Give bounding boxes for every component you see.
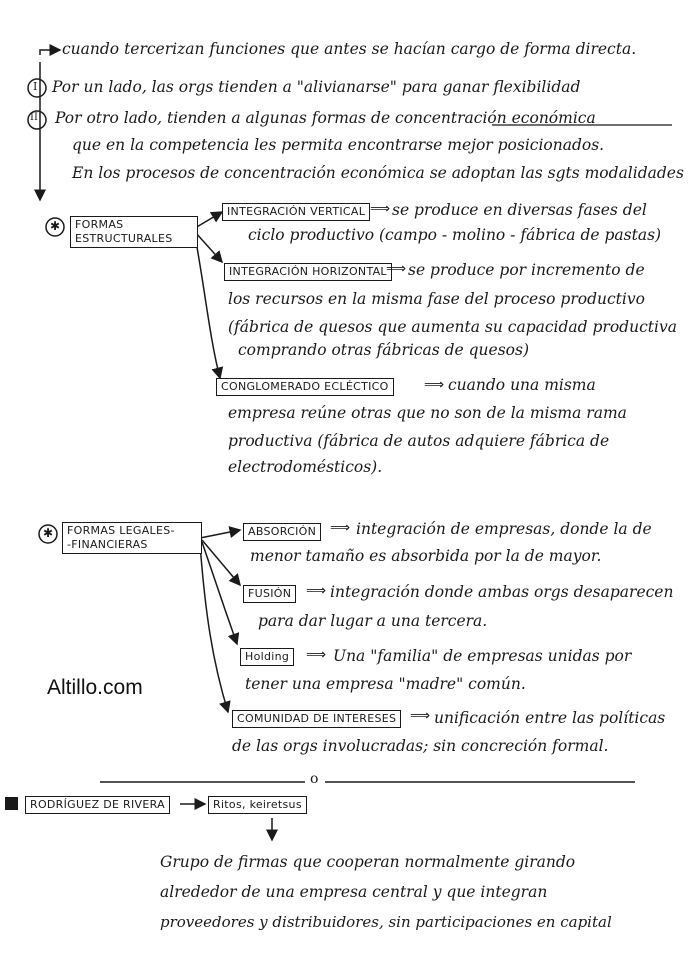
vertical-integration-label: INTEGRACIÓN VERTICAL — [222, 203, 370, 221]
rodriguez-box: RODRÍGUEZ DE RIVERA — [25, 796, 170, 814]
absorcion-line-2: menor tamaño es absorbida por la de mayor. — [250, 547, 602, 565]
horizontal-integration-label: INTEGRACIÓN HORIZONTAL — [224, 263, 392, 281]
fusion-label: FUSIÓN — [243, 585, 296, 603]
legal-marker: ✱ — [43, 526, 54, 540]
footer-line-3: proveedores y distribuidores, sin participaciones en capital — [160, 913, 612, 931]
horizontal-integration-line-4: comprando otras fábricas de quesos) — [238, 341, 529, 359]
vertical-integration-arrow: ⟹ — [370, 201, 391, 217]
footer-line-1: Grupo de firmas que cooperan normalmente girando — [160, 853, 576, 871]
legal-title-1: FORMAS LEGALES- — [67, 524, 175, 537]
holding-line-1: Una "familia" de empresas unidas por — [333, 647, 632, 665]
intro-line-3: Por otro lado, tienden a algunas formas de concentración económica — [55, 109, 596, 127]
legal-title-box — [62, 522, 202, 554]
structural-title-1: FORMAS — [75, 218, 124, 231]
comunidad-line-2: de las orgs involucradas; sin concreción formal. — [232, 737, 609, 755]
holding-line-2: tener una empresa "madre" común. — [245, 675, 526, 693]
branch-vertical — [195, 212, 222, 228]
conglomerado-line-4: electrodomésticos). — [228, 458, 383, 476]
absorcion-label: ABSORCIÓN — [243, 523, 321, 541]
legal-title-2: -FINANCIERAS — [67, 537, 148, 551]
marker-2: II — [30, 112, 38, 123]
branch-fusion — [202, 540, 240, 585]
comunidad-arrow: ⟹ — [410, 708, 431, 724]
absorcion-line-1: integración de empresas, donde la de — [356, 520, 652, 538]
intro-line-1: cuando tercerizan funciones que antes se hacían cargo de forma directa. — [62, 40, 637, 58]
holding-label: Holding — [240, 648, 294, 666]
branch-conglomerado — [195, 236, 220, 378]
intro-arrow — [40, 50, 60, 55]
marker-1: I — [33, 80, 38, 93]
comunidad-line-1: unificación entre las políticas — [434, 709, 666, 727]
conglomerado-line-1: cuando una misma — [448, 376, 596, 394]
vertical-integration-line-2: ciclo productivo (campo - molino - fábrica de pastas) — [248, 226, 662, 244]
square-bullet — [5, 797, 18, 810]
conglomerado-line-3: productiva (fábrica de autos adquiere fábrica de — [228, 432, 610, 450]
horizontal-integration-line-3: (fábrica de quesos que aumenta su capacidad productiva — [228, 318, 677, 336]
structural-marker: ✱ — [50, 219, 61, 233]
conglomerado-line-2: empresa reúne otras que no son de la misma rama — [228, 404, 627, 422]
intro-line-4: que en la competencia les permita encontrarse mejor posicionados. — [72, 136, 605, 154]
intro-line-2: Por un lado, las orgs tienden a "alivianarse" para ganar flexibilidad — [52, 78, 581, 96]
vertical-integration-line-1: se produce en diversas fases del — [392, 201, 647, 219]
structural-title-2: ESTRUCTURALES — [75, 231, 173, 245]
fusion-arrow: ⟹ — [306, 583, 327, 599]
horizontal-integration-line-1: se produce por incremento de — [408, 261, 645, 279]
absorcion-arrow: ⟹ — [330, 520, 351, 536]
branch-holding — [202, 542, 237, 644]
branch-comunidad — [200, 544, 228, 712]
footer-line-2: alrededor de una empresa central y que integran — [160, 883, 548, 901]
conglomerado-label: CONGLOMERADO ECLÉCTICO — [216, 378, 394, 396]
divider-mark: o — [310, 771, 319, 787]
fusion-line-1: integración donde ambas orgs desaparecen — [330, 583, 674, 601]
comunidad-label: COMUNIDAD DE INTERESES — [232, 710, 401, 728]
fusion-line-2: para dar lugar a una tercera. — [258, 612, 488, 630]
horizontal-integration-arrow: ⟹ — [386, 261, 407, 277]
intro-line-5: En los procesos de concentración económica se adoptan las sgts modalidades — [72, 164, 684, 182]
holding-arrow: ⟹ — [306, 647, 327, 663]
keiretsu-box: Ritos, keiretsus — [208, 796, 307, 814]
structural-title-box — [70, 216, 198, 248]
horizontal-integration-line-2: los recursos en la misma fase del proceso productivo — [228, 290, 645, 308]
watermark-logo: Altillo.com — [47, 676, 143, 699]
branch-absorcion — [200, 530, 240, 538]
conglomerado-arrow: ⟹ — [424, 377, 445, 393]
